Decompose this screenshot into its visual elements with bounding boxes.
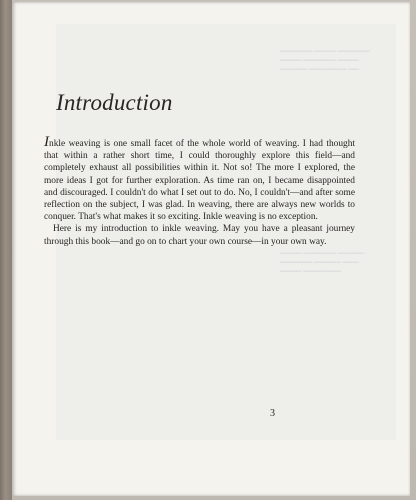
bleed-through-caption-lower: ▁▁▁▁ ▁▁▁▁▁▁ ▁▁▁▁▁ ▁▁▁▁▁▁ ▁▁▁▁▁ ▁▁▁ ▁▁▁▁ ▁▁▁▁▁▁▁ <box>280 246 365 272</box>
drop-cap: I <box>44 134 49 150</box>
bleed-through-caption: ▁▁▁▁▁▁ ▁▁▁▁ ▁▁▁▁▁▁ ▁▁▁▁ ▁▁▁▁▁▁ ▁▁▁▁ ▁▁▁▁▁ ▁▁▁▁▁▁▁ ▁▁ <box>280 44 370 70</box>
book-binding <box>0 0 12 500</box>
chapter-body <box>44 134 355 248</box>
paragraph-2: Here is my introduction to inkle weaving. May you have a pleasant journey through this book—and go on to chart your own course—in your own way. <box>44 224 355 247</box>
book-page <box>12 2 410 496</box>
chapter-title: Introduction <box>56 90 173 115</box>
paragraph-1 <box>44 134 355 223</box>
paragraph-1-text: nkle weaving is one small facet of the whole world of weaving. I had thought that within a rather short time, I could thoroughly explore this field—and completely exhaust all possibilities within it. Not so! The more I explored, the more ideas I got for further exploration. As time ran on, I became disappointed and discouraged. I couldn't do what I set out to do. No, I couldn't—and after some reflection on the subject, I was glad. In weaving, there are always new worlds to conquer. That's what makes it so exciting. Inkle weaving is no exception. <box>44 139 355 223</box>
page-number: 3 <box>270 408 275 419</box>
